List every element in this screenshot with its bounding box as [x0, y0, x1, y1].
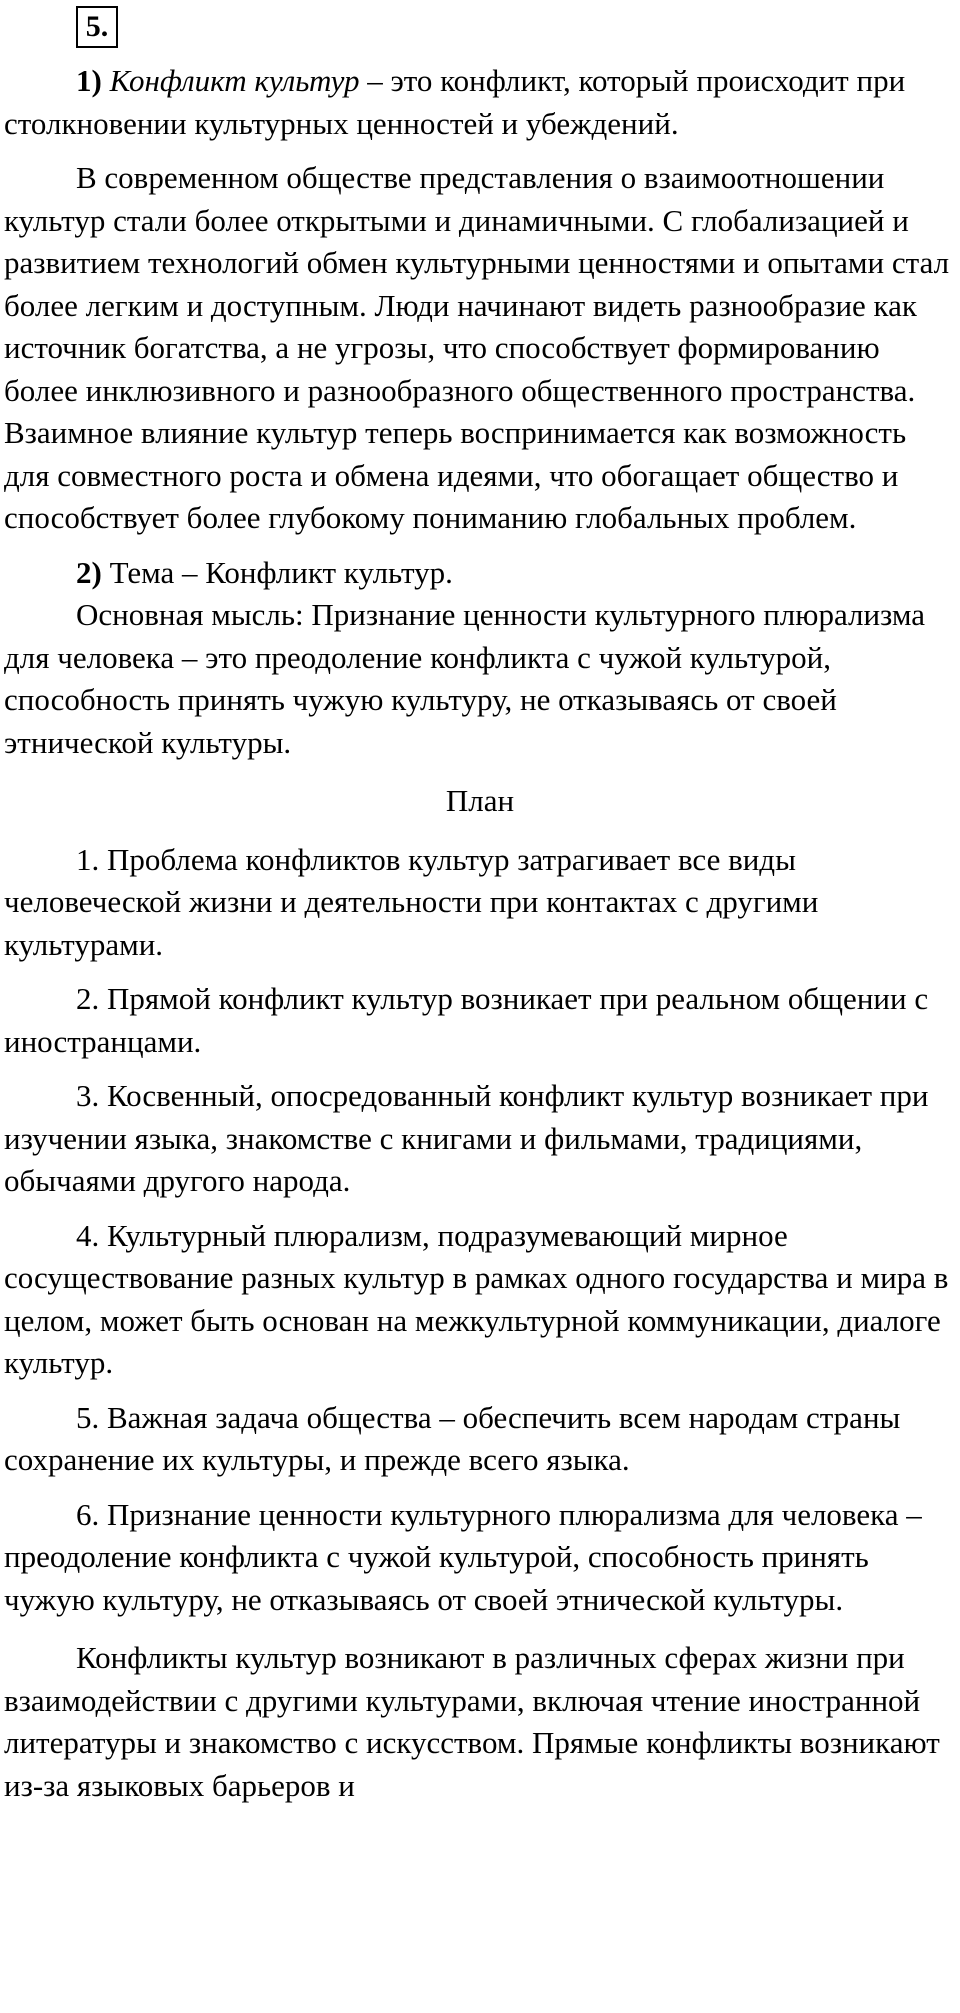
plan-item: 3. Косвенный, опосредованный конфликт культур возникает при изучении языка, знакомстве с книгами и фильмами, традициями, обычаями другого народа. [4, 1078, 929, 1198]
document-content [4, 60, 956, 1807]
task-number-box: 5. [76, 6, 118, 48]
plan-item: 5. Важная задача общества – обеспечить всем народам страны сохранение их культуры, и прежде всего языка. [4, 1399, 901, 1477]
plan-item: 1. Проблема конфликтов культур затрагивает все виды человеческой жизни и деятельности при контактах с другими культурами. [4, 841, 819, 962]
part1-label: 1) [76, 63, 102, 98]
main-idea-paragraph: Основная мысль: Признание ценности культурного плюрализма для человека – это преодоление конфликта с чужой культурой, способность принять чужую культуру, не отказываясь от своей этнической культуры. [4, 597, 926, 760]
plan-item: 4. Культурный плюрализм, подразумевающий мирное сосуществование разных культур в рамках одного государства и мира в целом, может быть основан на межкультурной коммуникации, диалоге культур. [4, 1217, 949, 1380]
conclusion-paragraph: Конфликты культур возникают в различных сферах жизни при взаимодействии с другими культурами, включая чтение иностранной литературы и знакомство с искусством. Прямые конфликты возникают из-за языковых барьеров и [4, 1640, 940, 1803]
theme-text: Тема – Конфликт культур. [101, 554, 453, 590]
theme-paragraph [4, 552, 956, 595]
modern-society-paragraph: В современном обществе представления о взаимоотношении культур стали более открытыми и динамичными. С глобализацией и развитием технологий обмен культурными ценностями и опытами стал более легким и доступным. Люди начинают видеть разнообразие как источник богатства, а не угрозы, что способствует формированию более инклюзивного и разнообразного общественного пространства. Взаимное влияние культур теперь воспринимается как возможность для совместного роста и обмена идеями, что обогащает общество и способствует более глубокому пониманию глобальных проблем. [4, 160, 950, 535]
definition-paragraph [4, 60, 956, 145]
plan-item: 6. Признание ценности культурного плюрализма для человека – преодоление конфликта с чужой культурой, способность принять чужую культуру, не отказываясь от своей этнической культуры. [4, 1496, 922, 1617]
definition-term: Конфликт культур [109, 63, 360, 98]
plan-item: 2. Прямой конфликт культур возникает при реальном общении с иностранцами. [4, 981, 929, 1059]
part2-label: 2) [76, 554, 102, 590]
definition-text: – это конфликт, который происходит при столкновении культурных ценностей и убеждений. [4, 63, 906, 141]
plan-title: План [445, 783, 515, 818]
